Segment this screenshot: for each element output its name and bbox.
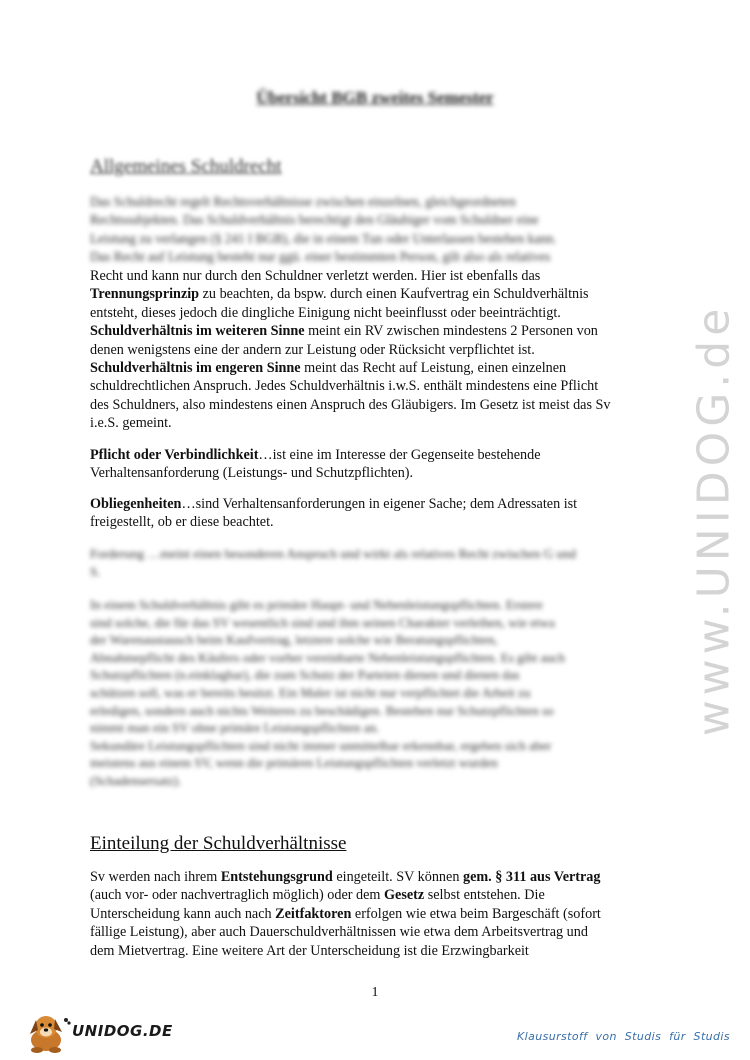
forderung-paragraph-blurred	[90, 545, 680, 582]
dog-mascot-icon	[22, 1010, 72, 1054]
bold-term: Schuldverhältnis im engeren Sinne	[90, 360, 301, 377]
document-title: Übersicht BGB zweites Semester	[256, 88, 494, 107]
text-line	[90, 905, 680, 923]
text-line: Rechtssubjekten. Das Schuldverhältnis berechtigt den Gläubiger vom Schuldner eine	[90, 212, 539, 228]
text-fragment: meint das Recht auf Leistung, einen einzelnen	[304, 360, 567, 377]
text-fragment: meint ein RV zwischen mindestens 2 Personen von	[308, 323, 598, 340]
text-line: Das Recht auf Leistung besteht nur ggü. einer bestimmten Person, gilt also als relatives	[90, 249, 551, 265]
text-line: Leistung zu verlangen (§ 241 I BGB), die in einem Tun oder Unterlassen bestehen kann.	[90, 230, 557, 246]
text-line	[90, 495, 680, 513]
text-fragment: zu beachten, da bspw. durch einen Kaufvertrag ein Schuldverhältnis	[202, 286, 589, 303]
text-line: dem Mietvertrag. Eine weitere Art der Unterscheidung ist die Erzwingbarkeit	[90, 942, 529, 959]
intro-paragraph-blurred	[90, 193, 680, 267]
section-heading-allgemeines-schuldrecht: Allgemeines Schuldrecht	[90, 156, 282, 177]
text-line: Sekundäre Leistungspflichten sind nicht immer unmittelbar erkennbar, ergeben sich aber	[90, 737, 552, 753]
text-fragment: selbst entstehen. Die	[427, 887, 545, 904]
text-fragment: Unterscheidung kann auch nach	[90, 905, 272, 922]
text-fragment: eingeteilt. SV können	[336, 869, 460, 885]
text-line	[90, 285, 680, 303]
text-line: meistens aus einem SV, wenn die primären Leistungspflichten verletzt wurden	[90, 755, 498, 771]
text-line: Das Schuldrecht regelt Rechtsverhältnisse zwischen einzelnen, gleichgeordneten	[90, 194, 516, 209]
einteilung-paragraph	[90, 868, 680, 960]
bold-term: Schuldverhältnis im weiteren Sinne	[90, 323, 305, 340]
text-line: (Schadensersatz).	[90, 772, 182, 788]
bold-term: gem. § 311 aus Vertrag	[462, 869, 601, 885]
intro-paragraph	[90, 267, 680, 433]
watermark	[684, 300, 744, 740]
text-line: des Schuldners, also mindestens einen Anspruch des Gläubigers. Im Gesetz ist meist das Sv	[90, 396, 611, 413]
text-line	[90, 322, 680, 340]
logo-text: UNIDOG.DE	[72, 1022, 173, 1040]
text-fragment: Sv werden nach ihrem	[90, 869, 218, 885]
bold-term: Gesetz	[383, 887, 425, 904]
pflicht-paragraph	[90, 446, 680, 483]
text-line: Recht und kann nur durch den Schuldner verletzt werden. Hier ist ebenfalls das	[90, 268, 541, 284]
text-line: schützen soll, was er bereits besitzt. Ein Maler ist nicht nur verpflichtet die Arbeit zu	[90, 684, 531, 700]
text-fragment: (auch vor- oder nachvertraglich möglich) oder dem	[90, 887, 381, 904]
text-line: denen wenigstens eine der andern zur Leistung oder Rücksicht verpflichtet ist.	[90, 341, 535, 358]
text-line: i.e.S. gemeint.	[90, 415, 172, 432]
text-line: entsteht, dieses jedoch die dingliche Einigung nicht beeinflusst oder beeinträchtigt.	[90, 304, 561, 321]
text-line: erledigen, sondern auch nichts Weiteres zu beschädigen. Bestehen nur Schutzpflichten so	[90, 702, 554, 718]
text-line: Verhaltensanforderung (Leistungs- und Schutzpflichten).	[90, 465, 414, 482]
bold-term: Entstehungsgrund	[220, 869, 333, 885]
text-line: der Warenaustausch beim Kaufvertrag, letztere solche wie Beratungspflichten,	[90, 632, 498, 648]
bold-term: Obliegenheiten	[90, 496, 182, 512]
pflichten-paragraph-blurred	[90, 596, 680, 790]
section-heading-einteilung: Einteilung der Schuldverhältnisse	[90, 833, 347, 854]
text-line: Forderung …meint einen besonderen Anspruch und wirkt als relatives Recht zwischen G und	[90, 546, 576, 561]
watermark-text: www.UNIDOG.de	[688, 303, 740, 737]
bold-term: Zeitfaktoren	[275, 905, 352, 922]
text-line: freigestellt, ob er diese beachtet.	[90, 514, 274, 531]
footer-tagline: Klausurstoff von Studis für Studis	[517, 1030, 730, 1043]
text-line: sind solche, die für das SV wesentlich sind und ihm seinen Charakter verleihen, wie etwa	[90, 614, 555, 630]
text-line	[90, 868, 680, 886]
text-fragment: erfolgen wie etwa beim Bargeschäft (sofort	[354, 905, 601, 922]
page-number: 1	[371, 985, 379, 1000]
text-line	[90, 446, 680, 464]
text-line: nimmt man ein SV ohne primäre Leistungspflichten an.	[90, 720, 380, 736]
text-line: Abnahmepflicht des Käufers oder vorher vereinbarte Nebenleistungspflichten. Es gibt auch	[90, 649, 566, 665]
text-line: Schutzpflichten (n.einklagbar), die zum Schutz der Parteien dienen und dienen das	[90, 667, 520, 683]
text-line: In einem Schuldverhältnis gibt es primäre Haupt- und Nebenleistungspflichten. Erstere	[90, 597, 543, 612]
text-line: fällige Leistung), aber auch Dauerschuldverhältnissen wie etwa dem Arbeitsvertrag und	[90, 924, 588, 941]
text-line	[90, 359, 680, 377]
text-fragment: …ist eine im Interesse der Gegenseite bestehende	[258, 447, 541, 463]
bold-term: Pflicht oder Verbindlichkeit	[90, 447, 259, 463]
bold-term: Trennungsprinzip	[90, 286, 200, 303]
text-line: S.	[90, 564, 101, 580]
text-fragment: …sind Verhaltensanforderungen in eigener Sache; dem Adressaten ist	[181, 496, 578, 512]
unidog-logo[interactable]	[22, 1010, 192, 1054]
text-line	[90, 886, 680, 904]
obliegenheiten-paragraph	[90, 495, 680, 532]
text-line: schuldrechtlichen Anspruch. Jedes Schuldverhältnis i.w.S. enthält mindestens eine Pflicht	[90, 378, 599, 395]
